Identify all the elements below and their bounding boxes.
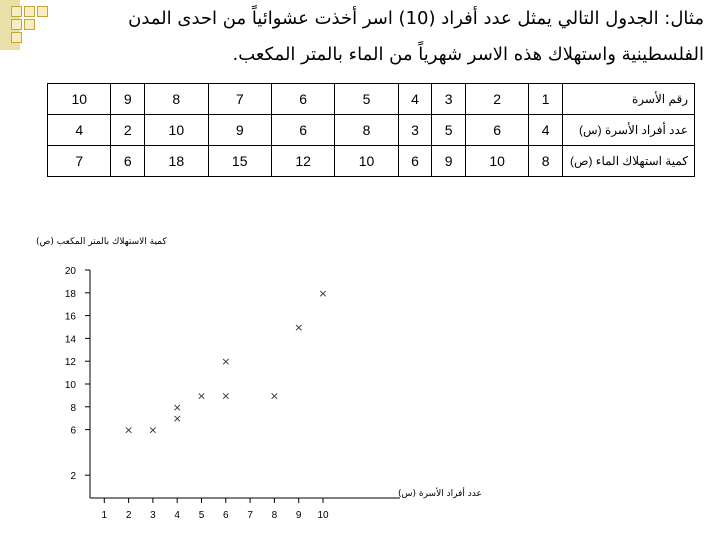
data-point: × <box>196 389 207 403</box>
x-tick-label: 1 <box>101 510 108 521</box>
table-cell: 1 <box>529 84 563 115</box>
x-tick-label: 8 <box>271 510 278 521</box>
data-point: × <box>221 355 231 369</box>
row-header: عدد أفراد الأسرة (س) <box>563 115 695 146</box>
y-tick-label: 2 <box>70 471 76 483</box>
table-cell: 4 <box>398 84 432 115</box>
x-tick-label: 6 <box>223 510 229 521</box>
data-point: × <box>172 412 182 426</box>
table-cell: 7 <box>208 84 271 115</box>
row-header: كمية استهلاك الماء (ص) <box>563 146 695 177</box>
table-cell: 5 <box>432 115 466 146</box>
y-tick-label: 20 <box>64 266 76 277</box>
y-tick-label: 12 <box>64 357 76 369</box>
table-cell: 5 <box>335 84 398 115</box>
table-cell: 4 <box>529 115 563 146</box>
table-cell: 15 <box>208 146 271 177</box>
data-point: × <box>318 286 328 300</box>
table-cell: 8 <box>529 146 563 177</box>
table-cell: 6 <box>465 115 528 146</box>
data-point: × <box>269 389 280 403</box>
y-axis-label: كمية الاستهلاك بالمتر المكعب (ص) <box>36 237 167 247</box>
table-cell: 10 <box>145 115 208 146</box>
data-point: × <box>294 321 304 334</box>
y-tick-label: 16 <box>64 311 76 323</box>
table-cell: 2 <box>111 115 145 146</box>
y-tick-label: 8 <box>70 402 76 414</box>
table-cell: 10 <box>335 146 398 177</box>
data-point: × <box>148 423 158 437</box>
x-tick-label: 10 <box>317 510 329 521</box>
table-cell: 18 <box>145 146 208 177</box>
table-cell: 10 <box>465 146 528 177</box>
y-tick-label: 10 <box>64 380 76 391</box>
x-tick-label: 3 <box>150 510 156 521</box>
x-tick-label: 7 <box>247 510 253 521</box>
y-tick-label: 14 <box>64 334 76 346</box>
table-cell: 6 <box>271 115 334 146</box>
data-point: × <box>172 400 182 414</box>
x-tick-label: 2 <box>125 510 132 521</box>
y-tick-label: 6 <box>70 425 76 437</box>
example-title-line-2: الفلسطينية واستهلاك هذه الاسر شهرياً من الماء بالمتر المكعب. <box>232 44 704 65</box>
table-cell: 2 <box>465 84 528 115</box>
x-tick-label: 5 <box>198 510 205 521</box>
table-cell: 12 <box>271 146 334 177</box>
table-cell: 6 <box>111 146 145 177</box>
table-cell: 3 <box>432 84 466 115</box>
x-tick-label: 4 <box>174 510 180 521</box>
table-cell: 4 <box>48 115 111 146</box>
table-cell: 9 <box>432 146 466 177</box>
x-tick-label: 9 <box>295 510 302 521</box>
table-cell: 6 <box>271 84 334 115</box>
row-header: رقم الأسرة <box>563 84 695 115</box>
x-axis-label: عدد أفراد الأسرة (س) <box>398 489 482 499</box>
table-cell: 10 <box>48 84 111 115</box>
table-cell: 7 <box>48 146 111 177</box>
y-tick-label: 18 <box>64 288 76 300</box>
table-cell: 9 <box>111 84 145 115</box>
data-point: × <box>123 423 134 437</box>
table-cell: 6 <box>398 146 432 177</box>
example-title-line-1: مثال: الجدول التالي يمثل عدد أفراد (10) اسر أخذت عشوائياً من احدى المدن <box>128 8 704 29</box>
table-cell: 8 <box>335 115 398 146</box>
table-cell: 8 <box>145 84 208 115</box>
data-point: × <box>221 389 231 403</box>
table-cell: 3 <box>398 115 432 146</box>
table-cell: 9 <box>208 115 271 146</box>
